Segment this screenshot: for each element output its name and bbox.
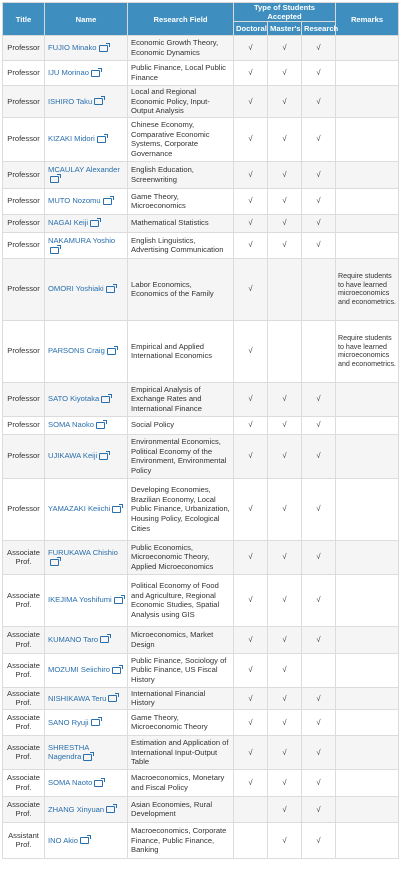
cell-name — [45, 626, 128, 653]
cell-title: Professor — [3, 478, 45, 540]
cell-name — [45, 709, 128, 735]
cell-doctoral: √ — [234, 188, 268, 214]
cell-name — [45, 796, 128, 822]
cell-remarks — [336, 232, 399, 258]
cell-research: √ — [302, 626, 336, 653]
table-row — [3, 86, 399, 118]
cell-research — [302, 653, 336, 687]
cell-title: Professor — [3, 214, 45, 232]
cell-masters: √ — [268, 161, 302, 188]
cell-title: Professor — [3, 61, 45, 86]
cell-name — [45, 540, 128, 574]
cell-research-field: English Education, Screenwriting — [128, 161, 234, 188]
cell-research: √ — [302, 188, 336, 214]
external-link-icon[interactable] — [96, 422, 105, 429]
cell-research-field: Macroeconomics, Corporate Finance, Public Finance, Banking — [128, 822, 234, 858]
external-link-icon[interactable] — [108, 695, 117, 702]
cell-research-field: Environmental Economics, Political Economy of the Environment, Environmental Policy — [128, 434, 234, 478]
table-row — [3, 232, 399, 258]
cell-doctoral — [234, 822, 268, 858]
cell-research-field: Chinese Economy, Comparative Economic Systems, Corporate Governance — [128, 117, 234, 161]
cell-remarks — [336, 769, 399, 796]
cell-doctoral: √ — [234, 574, 268, 626]
external-link-icon[interactable] — [100, 636, 109, 643]
cell-research-field: International Financial History — [128, 687, 234, 709]
header-type-of-students: Type of Students Accepted — [234, 3, 336, 22]
cell-remarks — [336, 161, 399, 188]
cell-masters: √ — [268, 735, 302, 769]
table-row — [3, 653, 399, 687]
cell-name — [45, 161, 128, 188]
cell-name — [45, 653, 128, 687]
cell-research: √ — [302, 161, 336, 188]
faculty-name-link[interactable]: MUTO Nozomu — [48, 196, 101, 206]
cell-title: Professor — [3, 232, 45, 258]
cell-doctoral: √ — [234, 382, 268, 416]
cell-remarks — [336, 434, 399, 478]
cell-title: Associate Prof. — [3, 796, 45, 822]
faculty-table — [2, 2, 399, 859]
faculty-name-link[interactable]: SOMA Naoto — [48, 778, 93, 788]
cell-name — [45, 214, 128, 232]
cell-title: Professor — [3, 320, 45, 382]
external-link-icon[interactable] — [90, 220, 99, 227]
cell-doctoral: √ — [234, 434, 268, 478]
external-link-icon[interactable] — [101, 396, 110, 403]
cell-masters: √ — [268, 36, 302, 61]
cell-doctoral: √ — [234, 626, 268, 653]
cell-research: √ — [302, 687, 336, 709]
cell-research-field: Estimation and Application of International Input-Output Table — [128, 735, 234, 769]
cell-doctoral: √ — [234, 161, 268, 188]
cell-remarks — [336, 382, 399, 416]
cell-doctoral: √ — [234, 86, 268, 118]
cell-remarks — [336, 626, 399, 653]
cell-masters: √ — [268, 478, 302, 540]
cell-research-field: Empirical Analysis of Exchange Rates and International Finance — [128, 382, 234, 416]
header-research: Research — [302, 22, 336, 36]
external-link-icon[interactable] — [94, 780, 103, 787]
cell-masters — [268, 320, 302, 382]
cell-title: Professor — [3, 416, 45, 434]
cell-remarks — [336, 540, 399, 574]
cell-title: Associate Prof. — [3, 574, 45, 626]
cell-doctoral — [234, 796, 268, 822]
cell-remarks — [336, 188, 399, 214]
cell-remarks — [336, 709, 399, 735]
cell-research: √ — [302, 540, 336, 574]
external-link-icon[interactable] — [97, 136, 106, 143]
cell-name — [45, 188, 128, 214]
cell-research — [302, 258, 336, 320]
header-research-field: Research Field — [128, 3, 234, 36]
cell-doctoral: √ — [234, 258, 268, 320]
cell-name — [45, 687, 128, 709]
external-link-icon[interactable] — [99, 453, 108, 460]
cell-doctoral: √ — [234, 320, 268, 382]
cell-name — [45, 320, 128, 382]
cell-research-field: Game Theory, Microeconomic Theory — [128, 709, 234, 735]
table-row — [3, 382, 399, 416]
cell-masters: √ — [268, 769, 302, 796]
cell-title: Professor — [3, 36, 45, 61]
cell-masters: √ — [268, 117, 302, 161]
faculty-name-link[interactable]: PARSONS Craig — [48, 346, 105, 356]
cell-name — [45, 117, 128, 161]
faculty-name-link[interactable]: FUJIO Minako — [48, 43, 97, 53]
faculty-name-link[interactable]: FURUKAWA Chishio — [48, 547, 118, 557]
external-link-icon[interactable] — [50, 559, 59, 566]
table-row — [3, 434, 399, 478]
cell-masters: √ — [268, 709, 302, 735]
faculty-name-link[interactable]: SATO Kiyotaka — [48, 394, 100, 404]
table-row — [3, 709, 399, 735]
cell-research-field: Public Finance, Local Public Finance — [128, 61, 234, 86]
header-doctoral: Doctoral — [234, 22, 268, 36]
cell-remarks — [336, 36, 399, 61]
external-link-icon[interactable] — [103, 198, 112, 205]
cell-remarks — [336, 687, 399, 709]
cell-masters: √ — [268, 687, 302, 709]
cell-research-field: Labor Economics, Economics of the Family — [128, 258, 234, 320]
cell-research: √ — [302, 434, 336, 478]
cell-research: √ — [302, 214, 336, 232]
faculty-name-link[interactable]: IKEJIMA Yoshifumi — [48, 595, 112, 605]
header-remarks: Remarks — [336, 3, 399, 36]
cell-doctoral: √ — [234, 36, 268, 61]
cell-doctoral: √ — [234, 709, 268, 735]
faculty-name-link[interactable]: SANO Ryuji — [48, 717, 89, 727]
faculty-name-link[interactable]: IJU Morinao — [48, 68, 89, 78]
cell-title: Associate Prof. — [3, 540, 45, 574]
table-row — [3, 416, 399, 434]
cell-research-field: Asian Economies, Rural Development — [128, 796, 234, 822]
cell-name — [45, 232, 128, 258]
cell-research: √ — [302, 709, 336, 735]
cell-masters: √ — [268, 653, 302, 687]
cell-remarks — [336, 416, 399, 434]
cell-name — [45, 61, 128, 86]
cell-research-field: Macroeconomics, Monetary and Fiscal Policy — [128, 769, 234, 796]
cell-masters: √ — [268, 626, 302, 653]
table-row — [3, 574, 399, 626]
cell-title: Professor — [3, 258, 45, 320]
cell-name — [45, 258, 128, 320]
cell-research-field: English Linguistics, Advertising Communication — [128, 232, 234, 258]
faculty-name-link[interactable]: MOZUMI Seiichiro — [48, 665, 111, 675]
cell-name — [45, 574, 128, 626]
cell-remarks — [336, 61, 399, 86]
external-link-icon[interactable] — [83, 754, 92, 761]
cell-name — [45, 86, 128, 118]
cell-research: √ — [302, 232, 336, 258]
cell-research: √ — [302, 796, 336, 822]
cell-research: √ — [302, 117, 336, 161]
cell-title: Associate Prof. — [3, 709, 45, 735]
cell-research: √ — [302, 36, 336, 61]
table-header — [3, 3, 399, 36]
table-row — [3, 796, 399, 822]
cell-research-field: Microeconomics, Market Design — [128, 626, 234, 653]
cell-title: Professor — [3, 434, 45, 478]
cell-research: √ — [302, 86, 336, 118]
table-row — [3, 214, 399, 232]
faculty-name-link[interactable]: SHRESTHA Nagendra — [48, 742, 89, 762]
cell-research: √ — [302, 382, 336, 416]
external-link-icon[interactable] — [112, 667, 121, 674]
table-row — [3, 769, 399, 796]
cell-remarks — [336, 478, 399, 540]
cell-research-field: Political Economy of Food and Agriculture, Regional Economic Studies, Spatial Analysis using GIS — [128, 574, 234, 626]
cell-doctoral: √ — [234, 687, 268, 709]
table-row — [3, 735, 399, 769]
table-row — [3, 36, 399, 61]
table-row — [3, 117, 399, 161]
cell-remarks — [336, 822, 399, 858]
cell-research: √ — [302, 416, 336, 434]
table-row — [3, 258, 399, 320]
cell-remarks — [336, 86, 399, 118]
external-link-icon[interactable] — [50, 176, 59, 183]
header-name: Name — [45, 3, 128, 36]
cell-title: Associate Prof. — [3, 735, 45, 769]
table-row — [3, 61, 399, 86]
external-link-icon[interactable] — [106, 286, 115, 293]
cell-doctoral: √ — [234, 769, 268, 796]
external-link-icon[interactable] — [94, 98, 103, 105]
table-row — [3, 188, 399, 214]
cell-research-field: Public Economics, Microeconomic Theory, Applied Microeconomics — [128, 540, 234, 574]
cell-remarks — [336, 574, 399, 626]
header-title: Title — [3, 3, 45, 36]
cell-masters: √ — [268, 540, 302, 574]
cell-title: Professor — [3, 188, 45, 214]
cell-masters — [268, 258, 302, 320]
cell-remarks: Require students to have learned microeconomics and econometrics. — [336, 258, 399, 320]
cell-doctoral: √ — [234, 61, 268, 86]
faculty-name-link[interactable]: NAKAMURA Yoshio — [48, 235, 116, 245]
external-link-icon[interactable] — [80, 837, 89, 844]
cell-doctoral: √ — [234, 653, 268, 687]
cell-research — [302, 320, 336, 382]
cell-masters: √ — [268, 382, 302, 416]
external-link-icon[interactable] — [106, 806, 115, 813]
cell-title: Associate Prof. — [3, 626, 45, 653]
cell-masters: √ — [268, 86, 302, 118]
header-masters: Master's — [268, 22, 302, 36]
table-row — [3, 822, 399, 858]
cell-name — [45, 434, 128, 478]
cell-doctoral: √ — [234, 117, 268, 161]
cell-research-field: Game Theory, Microeconomics — [128, 188, 234, 214]
cell-title: Professor — [3, 86, 45, 118]
cell-remarks — [336, 653, 399, 687]
faculty-name-link[interactable]: YAMAZAKI Keiichi — [48, 504, 111, 514]
cell-research: √ — [302, 478, 336, 540]
cell-title: Professor — [3, 382, 45, 416]
cell-name — [45, 822, 128, 858]
faculty-name-link[interactable]: KIZAKI Midori — [48, 134, 95, 144]
faculty-name-link[interactable]: UJIKAWA Keiji — [48, 451, 98, 461]
external-link-icon[interactable] — [99, 45, 108, 52]
cell-name — [45, 382, 128, 416]
cell-research-field: Empirical and Applied International Economics — [128, 320, 234, 382]
cell-research: √ — [302, 769, 336, 796]
table-row — [3, 540, 399, 574]
table-row — [3, 161, 399, 188]
cell-research: √ — [302, 822, 336, 858]
cell-doctoral: √ — [234, 735, 268, 769]
faculty-name-link[interactable]: NAGAI Keiji — [48, 218, 89, 228]
external-link-icon[interactable] — [91, 70, 100, 77]
table-row — [3, 687, 399, 709]
cell-research: √ — [302, 735, 336, 769]
cell-title: Associate Prof. — [3, 687, 45, 709]
cell-research-field: Developing Economies, Brazilian Economy, Local Public Finance, Urbanization, Housing Policy, Ecological Cities — [128, 478, 234, 540]
cell-doctoral: √ — [234, 416, 268, 434]
cell-research-field: Social Policy — [128, 416, 234, 434]
cell-title: Assistant Prof. — [3, 822, 45, 858]
cell-masters: √ — [268, 434, 302, 478]
cell-remarks — [336, 735, 399, 769]
faculty-name-link[interactable]: INO Akio — [48, 835, 78, 845]
external-link-icon[interactable] — [114, 597, 123, 604]
cell-masters: √ — [268, 188, 302, 214]
cell-doctoral: √ — [234, 232, 268, 258]
table-row — [3, 478, 399, 540]
external-link-icon[interactable] — [50, 247, 59, 254]
cell-remarks — [336, 214, 399, 232]
table-row — [3, 320, 399, 382]
cell-title: Associate Prof. — [3, 653, 45, 687]
cell-masters: √ — [268, 574, 302, 626]
faculty-name-link[interactable]: KUMANO Taro — [48, 634, 99, 644]
cell-doctoral: √ — [234, 540, 268, 574]
cell-remarks: Require students to have learned microeconomics and econometrics. — [336, 320, 399, 382]
cell-research: √ — [302, 574, 336, 626]
cell-remarks — [336, 117, 399, 161]
external-link-icon[interactable] — [112, 506, 121, 513]
external-link-icon[interactable] — [91, 719, 100, 726]
table-body — [3, 36, 399, 859]
cell-name — [45, 36, 128, 61]
cell-name — [45, 735, 128, 769]
faculty-name-link[interactable]: OMORI Yoshiaki — [48, 284, 104, 294]
cell-doctoral: √ — [234, 214, 268, 232]
cell-research-field: Local and Regional Economic Policy, Input-Output Analysis — [128, 86, 234, 118]
cell-research: √ — [302, 61, 336, 86]
cell-research-field: Economic Growth Theory, Economic Dynamics — [128, 36, 234, 61]
cell-masters: √ — [268, 232, 302, 258]
cell-name — [45, 769, 128, 796]
cell-title: Professor — [3, 117, 45, 161]
cell-remarks — [336, 796, 399, 822]
cell-title: Associate Prof. — [3, 769, 45, 796]
cell-masters: √ — [268, 416, 302, 434]
cell-title: Professor — [3, 161, 45, 188]
faculty-name-link[interactable]: ISHIRO Taku — [48, 96, 93, 106]
table-row — [3, 626, 399, 653]
faculty-name-link[interactable]: NISHIKAWA Teru — [48, 693, 107, 703]
cell-research-field: Mathematical Statistics — [128, 214, 234, 232]
faculty-name-link[interactable]: SOMA Naoko — [48, 420, 95, 430]
cell-masters: √ — [268, 822, 302, 858]
cell-masters: √ — [268, 796, 302, 822]
cell-doctoral: √ — [234, 478, 268, 540]
cell-name — [45, 416, 128, 434]
cell-masters: √ — [268, 214, 302, 232]
cell-research-field: Public Finance, Sociology of Public Finance, US Fiscal History — [128, 653, 234, 687]
external-link-icon[interactable] — [107, 348, 116, 355]
faculty-name-link[interactable]: MCAULAY Alexander — [48, 165, 120, 175]
faculty-name-link[interactable]: ZHANG Xinyuan — [48, 804, 105, 814]
cell-masters: √ — [268, 61, 302, 86]
cell-name — [45, 478, 128, 540]
